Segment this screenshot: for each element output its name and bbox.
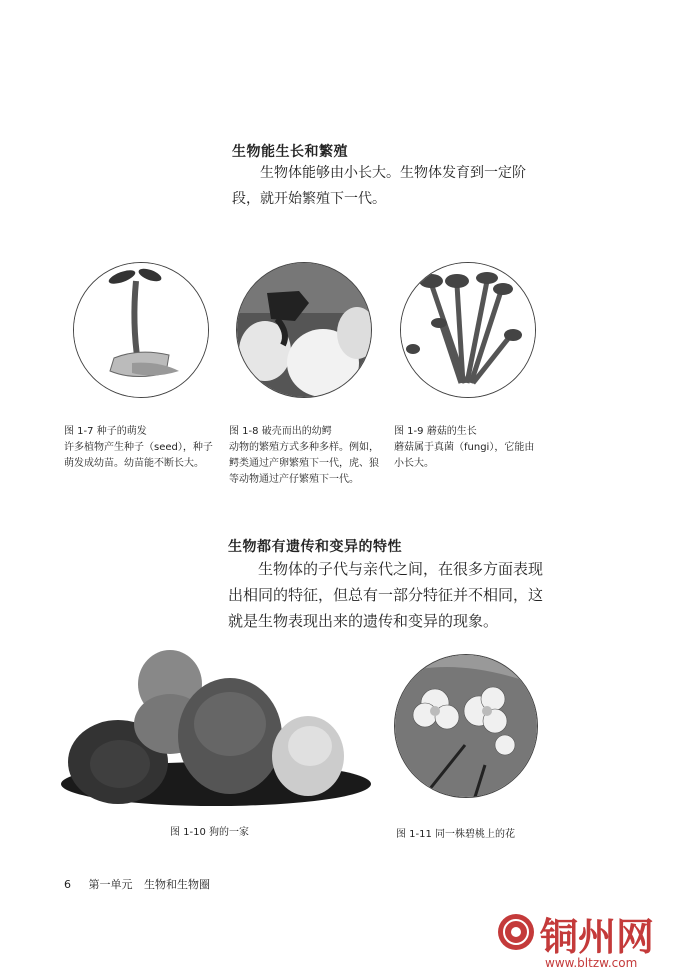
figure-text-1-9: 蘑菇属于真菌（fungi），它能由小长大。	[394, 442, 535, 469]
figure-title-1-8: 图 1-8 破壳而出的幼鳄	[229, 426, 332, 437]
seed-germination-image	[73, 262, 209, 398]
watermark-seal-icon	[496, 912, 536, 952]
page-number: 6	[64, 878, 71, 891]
figure-caption-1-9	[394, 424, 542, 472]
watermark-url: www.bltzw.com	[545, 956, 638, 970]
figure-caption-1-10: 图 1-10 狗的一家	[170, 827, 250, 838]
dog-family-image	[58, 634, 374, 814]
section-paragraph-growth: 生物体能够由小长大。生物体发育到一定阶段，就开始繁殖下一代。	[232, 165, 526, 207]
figure-text-1-8: 动物的繁殖方式多种多样。例如，鳄类通过产卵繁殖下一代，虎、狼等动物通过产仔繁殖下一代。	[229, 442, 379, 485]
figure-title-1-7: 图 1-7 种子的萌发	[64, 426, 147, 437]
mushroom-growth-image	[400, 262, 536, 398]
section-heading-growth: 生物能生长和繁殖	[232, 144, 348, 160]
watermark-logo-text: 铜州网	[540, 914, 655, 959]
section-heading-heredity: 生物都有遗传和变异的特性	[228, 539, 402, 555]
figure-caption-1-8	[229, 424, 379, 488]
figure-title-1-9: 图 1-9 蘑菇的生长	[394, 426, 477, 437]
figure-caption-1-7	[64, 424, 214, 472]
unit-label: 第一单元	[88, 878, 133, 891]
hatching-crocodile-image	[236, 262, 372, 398]
figure-caption-1-11: 图 1-11 同一株碧桃上的花	[396, 829, 516, 840]
peach-blossom-image	[394, 654, 538, 798]
page-footer	[64, 876, 210, 892]
section-paragraph-heredity: 生物体的子代与亲代之间，在很多方面表现出相同的特征，但总有一部分特征并不相同，这就是生物表现出来的遗传和变异的现象。	[228, 560, 544, 630]
figure-text-1-7: 许多植物产生种子（seed），种子萌发成幼苗。幼苗能不断长大。	[64, 442, 213, 469]
chapter-label: 生物和生物圈	[144, 878, 210, 891]
